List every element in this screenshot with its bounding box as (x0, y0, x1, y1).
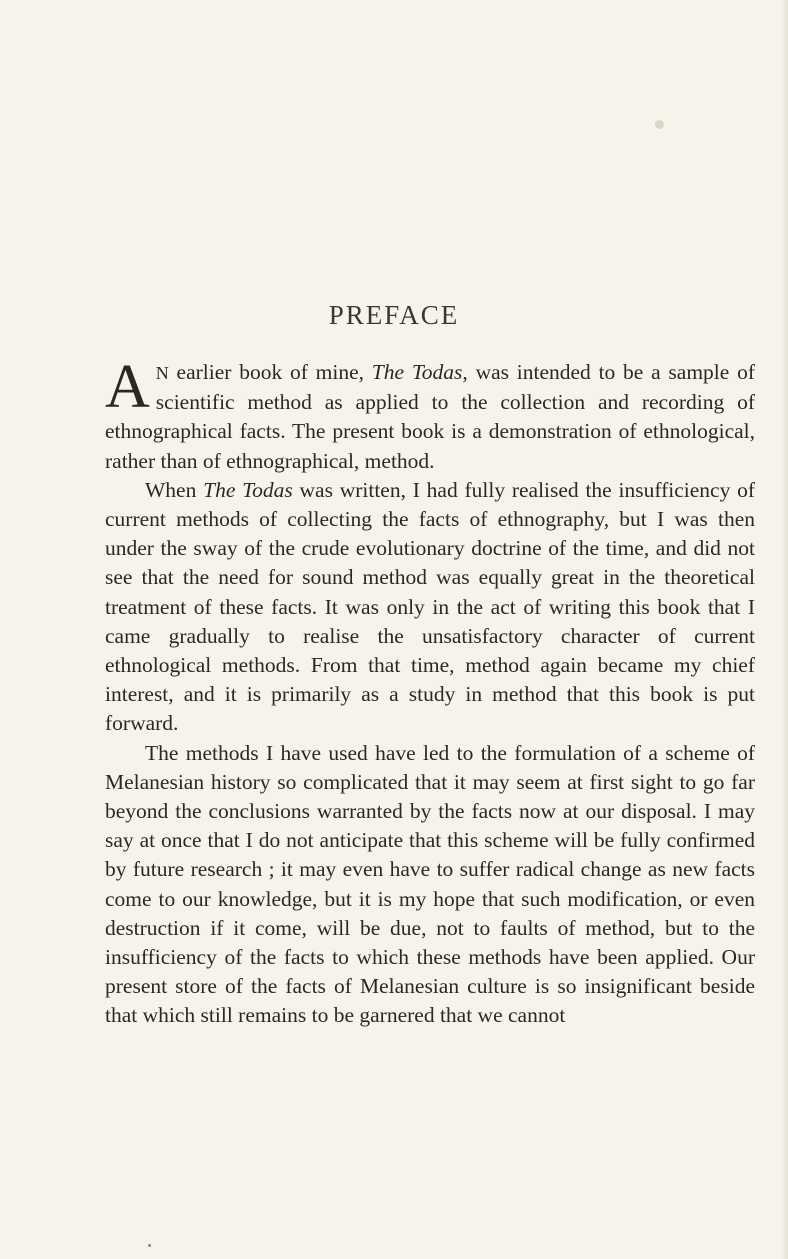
drop-cap: A (105, 353, 150, 421)
paragraph-3: The methods I have used have led to the formulation of a scheme of Melanesian history so complicated that it may seem at first sight to go far beyond the conclusions warranted by the facts now at our disposal. I may say at once that I do not anticipate that this scheme will be fully confirmed by future research ; it may even have to suffer radical change as new facts come to our knowledge, but it is my hope that such modification, or even destruction if it come, will be due, not to faults of method, but to the insufficiency of the facts to which these methods have been applied. Our present store of the facts of Melanesian culture is so insignificant beside that which still remains to be garnered that we cannot (105, 740, 755, 1028)
paragraph-2-lead: When (145, 477, 204, 502)
paragraph-1-text: earlier book of mine, (168, 360, 372, 384)
paragraph-2-text: was written, I had fully realised the insufficiency of current methods of collecting the facts of ethnography, but I was then under the sway of the crude evolutionary doctrine of the time, and did not see that the need for sound method was equally great in the theoretical treatment of these facts. It was only in the act of writing this book that I came gradually to realise the unsatisfactory character of current ethnological methods. From that time, method again became my chief interest, and it is primarily as a study in method that this book is put forward. (105, 477, 755, 736)
book-title-italic: The Todas (203, 477, 293, 502)
book-title-italic: The Todas (371, 360, 463, 384)
preface-body (105, 353, 756, 1031)
paper-speck (148, 1244, 151, 1247)
paragraph-2 (105, 476, 755, 739)
small-caps-letter: N (155, 363, 169, 383)
paper-speck (655, 120, 664, 129)
paragraph-1-text-rest: , was intended to be a sample of scientific method as applied to the collection and recording of ethnographical facts. The present book is a demonstration of ethnological, rather than of ethnographical, method. (105, 360, 756, 473)
page-edge (782, 0, 788, 1259)
paragraph-1 (105, 353, 756, 476)
page-title: PREFACE (328, 300, 460, 330)
